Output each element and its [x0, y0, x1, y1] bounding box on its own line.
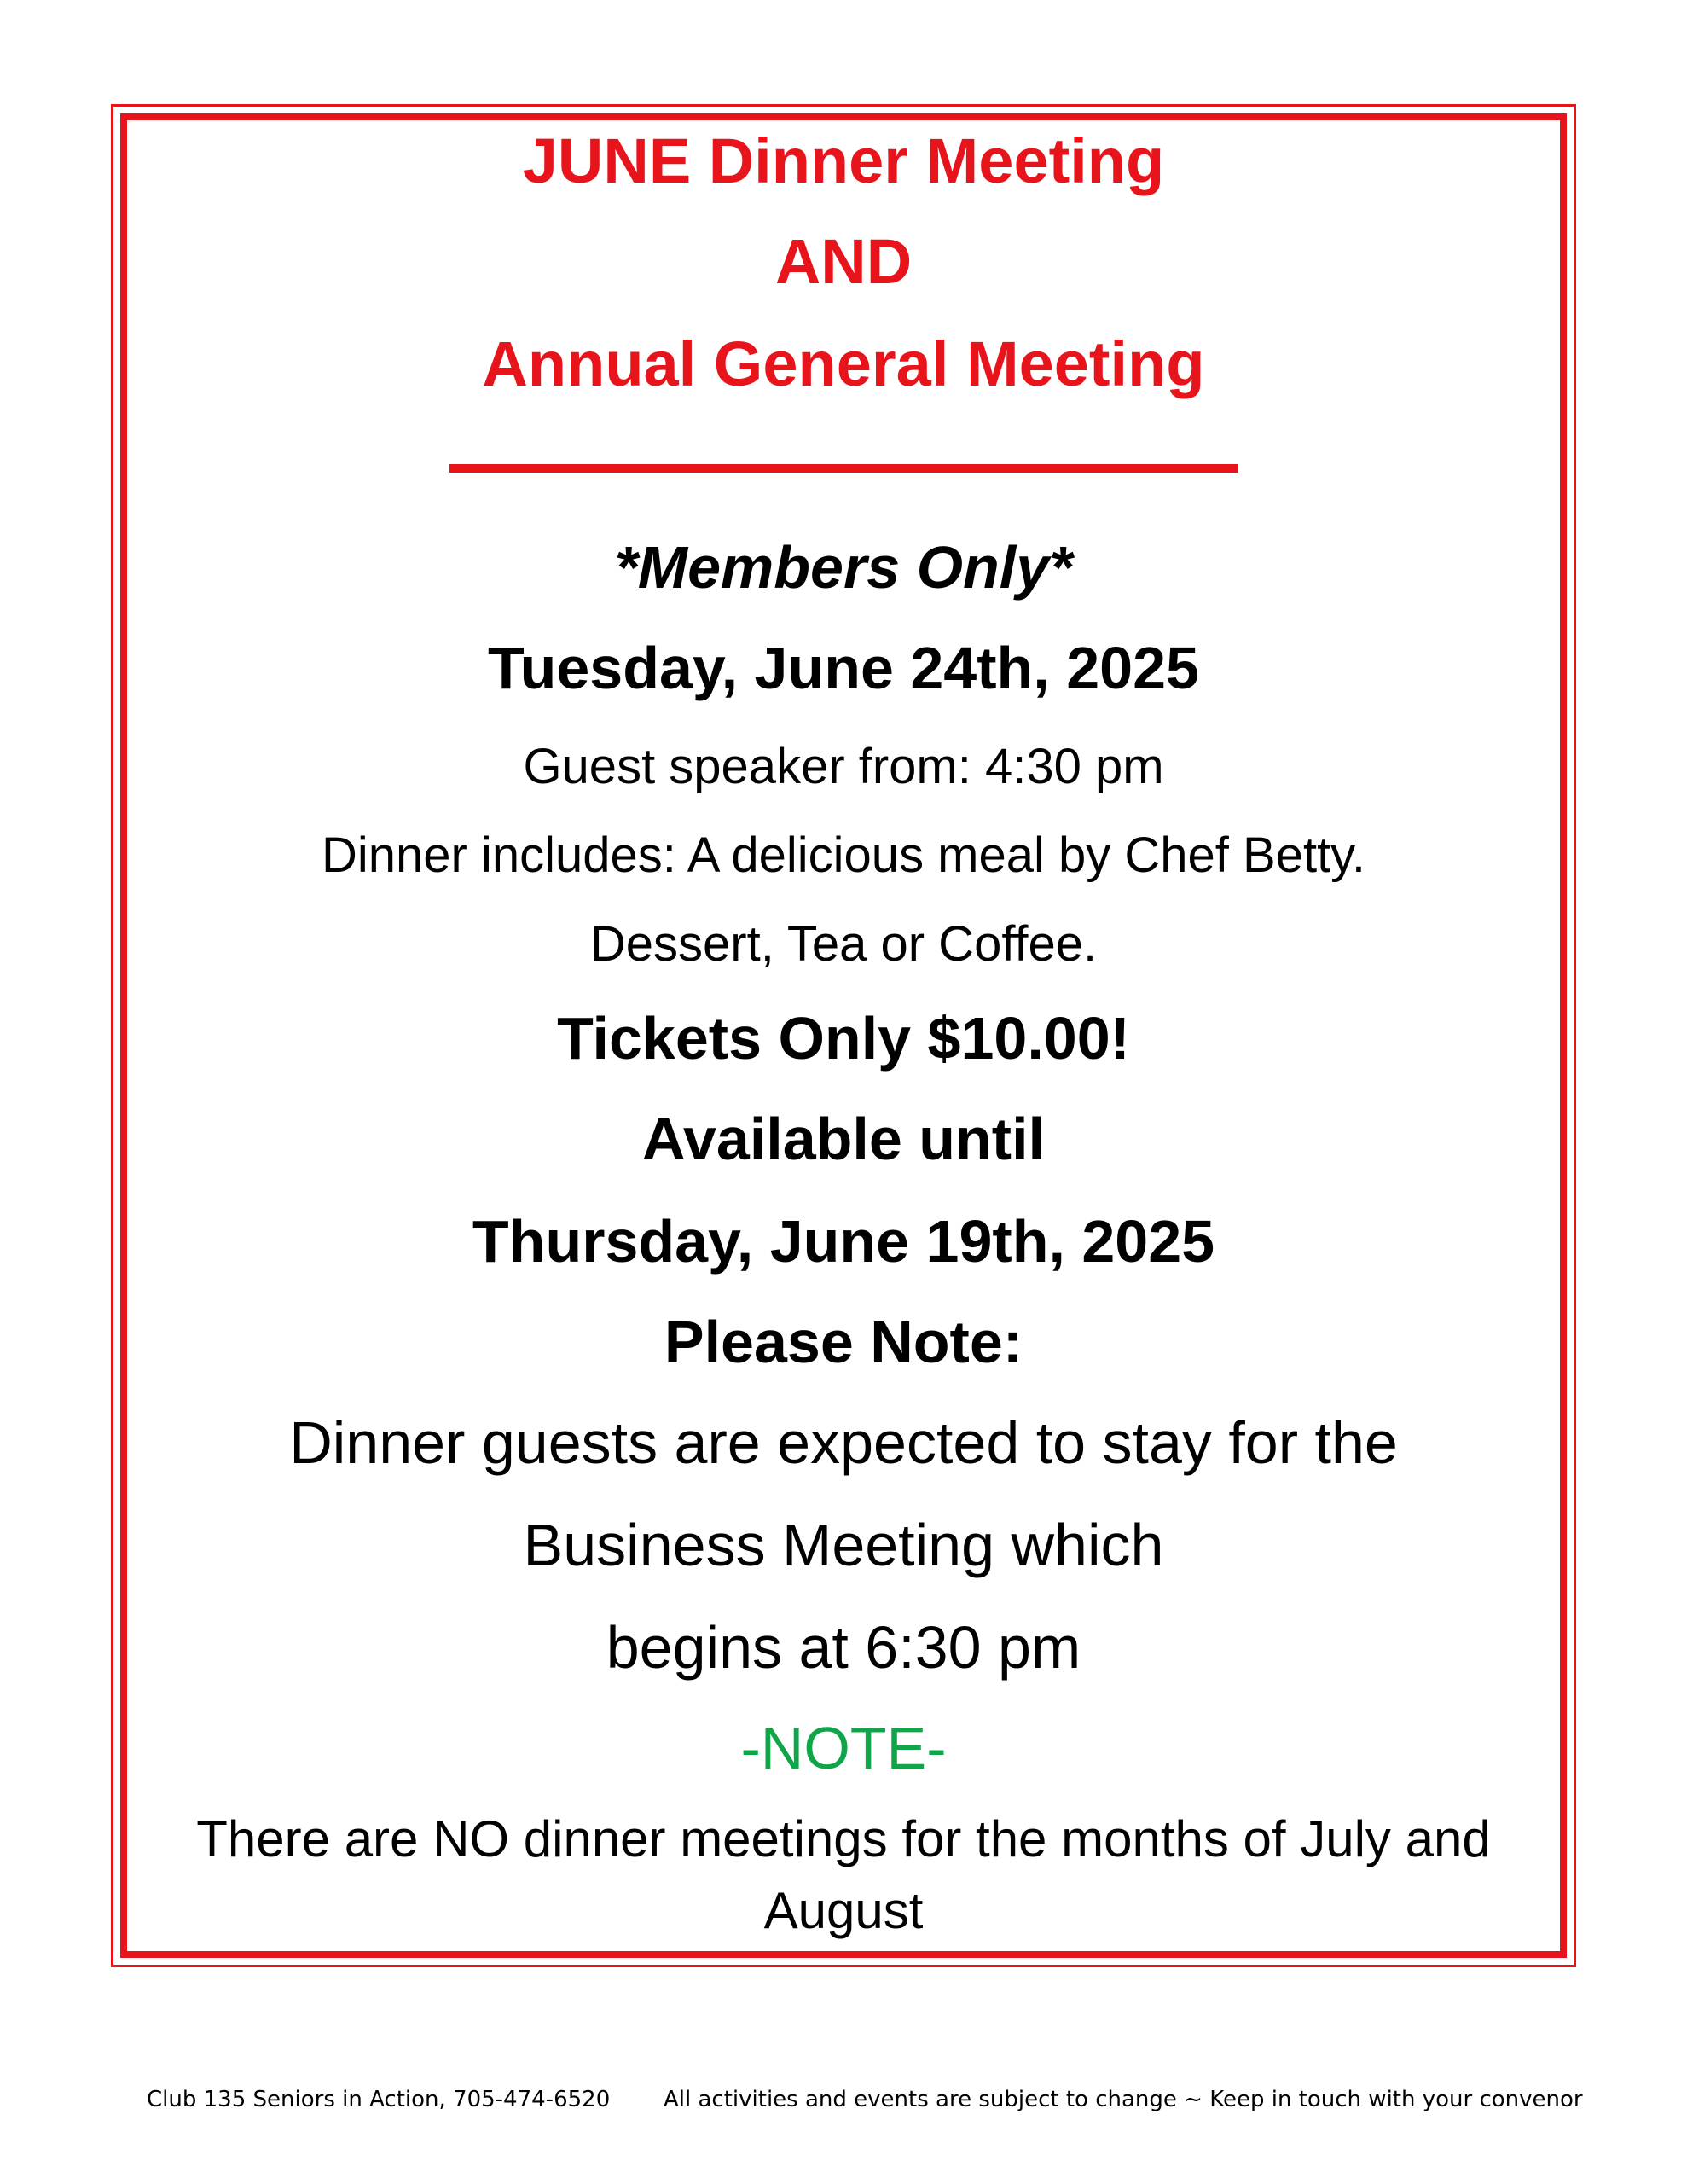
dinner-includes: Dinner includes: A delicious meal by Chef Betty. [321, 828, 1365, 883]
footer-disclaimer: All activities and events are subject to change ~ Keep in touch with your convenor [664, 2087, 1583, 2112]
members-only-label: *Members Only* [614, 534, 1073, 601]
no-meetings-line-2: August [763, 1882, 924, 1939]
please-note-heading: Please Note: [664, 1309, 1023, 1375]
no-meetings-line-1: There are NO dinner meetings for the months of July and [196, 1810, 1491, 1867]
event-date: Tuesday, June 24th, 2025 [488, 635, 1199, 701]
stay-notice-line-1: Dinner guests are expected to stay for the [289, 1409, 1398, 1476]
title-line-2: AND [774, 226, 913, 297]
title-line-1: JUNE Dinner Meeting [522, 125, 1165, 196]
stay-notice-line-3: begins at 6:30 pm [606, 1614, 1081, 1681]
title-line-3: Annual General Meeting [482, 328, 1205, 399]
flyer-content [128, 111, 1559, 1937]
note-heading: -NOTE- [740, 1715, 947, 1781]
footer-club-contact: Club 135 Seniors in Action, 705-474-6520 [147, 2087, 611, 2112]
guest-speaker-time: Guest speaker from: 4:30 pm [523, 739, 1164, 794]
ticket-price: Tickets Only $10.00! [557, 1005, 1130, 1072]
stay-notice-line-2: Business Meeting which [523, 1512, 1164, 1578]
title-underline-divider [449, 464, 1238, 473]
ticket-deadline-date: Thursday, June 19th, 2025 [472, 1208, 1215, 1275]
available-until-label: Available until [642, 1106, 1045, 1172]
dessert-line: Dessert, Tea or Coffee. [589, 916, 1098, 972]
